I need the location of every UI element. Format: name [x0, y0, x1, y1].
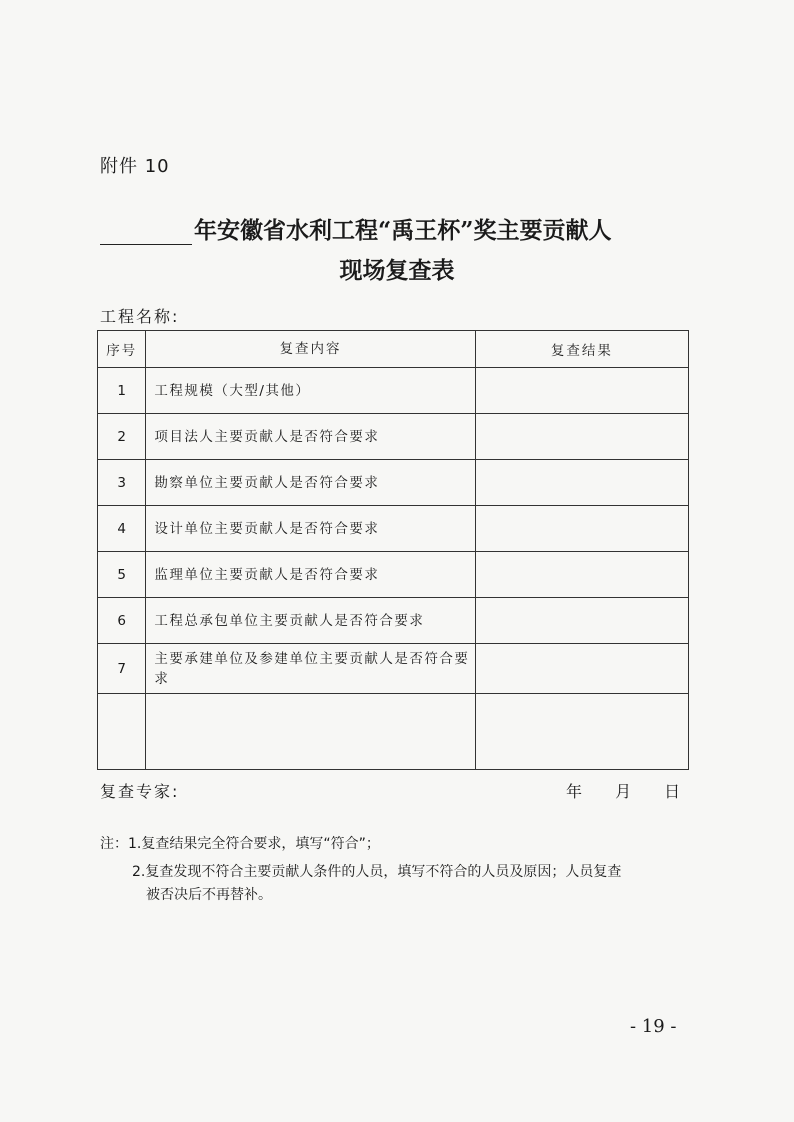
row-content: 工程规模（大型/其他）	[146, 368, 475, 414]
table-row	[98, 644, 689, 694]
page-number: - 19 -	[630, 1016, 677, 1037]
table-row	[98, 552, 689, 598]
table-header-row	[98, 331, 689, 368]
date-label: 年 月 日	[566, 782, 681, 801]
row-result-cell[interactable]	[475, 368, 688, 414]
table-row	[98, 414, 689, 460]
row-result-cell[interactable]	[475, 598, 688, 644]
page-title-line2: 现场复查表	[339, 257, 455, 284]
review-table	[97, 330, 689, 770]
table-row	[98, 598, 689, 644]
header-content: 复查内容	[146, 331, 475, 368]
row-result-cell[interactable]	[475, 644, 688, 694]
row-number: 6	[98, 598, 146, 644]
year-blank	[100, 220, 192, 245]
row-number: 2	[98, 414, 146, 460]
header-result: 复查结果	[475, 331, 688, 368]
table-row	[98, 506, 689, 552]
row-number: 3	[98, 460, 146, 506]
header-number: 序号	[98, 331, 146, 368]
row-content: 勘察单位主要贡献人是否符合要求	[146, 460, 475, 506]
table-row	[98, 368, 689, 414]
table-row	[98, 460, 689, 506]
row-number	[98, 694, 146, 770]
row-content: 工程总承包单位主要贡献人是否符合要求	[146, 598, 475, 644]
row-number: 5	[98, 552, 146, 598]
row-content[interactable]	[146, 694, 475, 770]
review-experts-label: 复查专家:	[100, 782, 180, 801]
row-result-cell[interactable]	[475, 552, 688, 598]
page-title-line1	[100, 212, 700, 245]
row-result-cell[interactable]	[475, 414, 688, 460]
row-result-cell[interactable]	[475, 694, 688, 770]
note-2: 2.复查发现不符合主要贡献人条件的人员，填写不符合的人员及原因；人员复查	[132, 864, 622, 880]
row-number: 7	[98, 644, 146, 694]
row-content: 设计单位主要贡献人是否符合要求	[146, 506, 475, 552]
row-content: 项目法人主要贡献人是否符合要求	[146, 414, 475, 460]
note-1: 注：1.复查结果完全符合要求，填写“符合”；	[100, 836, 380, 852]
row-result-cell[interactable]	[475, 506, 688, 552]
row-content: 监理单位主要贡献人是否符合要求	[146, 552, 475, 598]
row-number: 4	[98, 506, 146, 552]
row-content: 主要承建单位及参建单位主要贡献人是否符合要求	[146, 644, 475, 694]
attachment-label: 附件 10	[100, 156, 170, 177]
title-text: 年安徽省水利工程“禹王杯”奖主要贡献人	[194, 217, 612, 244]
row-result-cell[interactable]	[475, 460, 688, 506]
note-2-continued: 被否决后不再替补。	[146, 887, 272, 903]
table-row-empty	[98, 694, 689, 770]
row-number: 1	[98, 368, 146, 414]
project-name-label: 工程名称:	[100, 307, 180, 326]
